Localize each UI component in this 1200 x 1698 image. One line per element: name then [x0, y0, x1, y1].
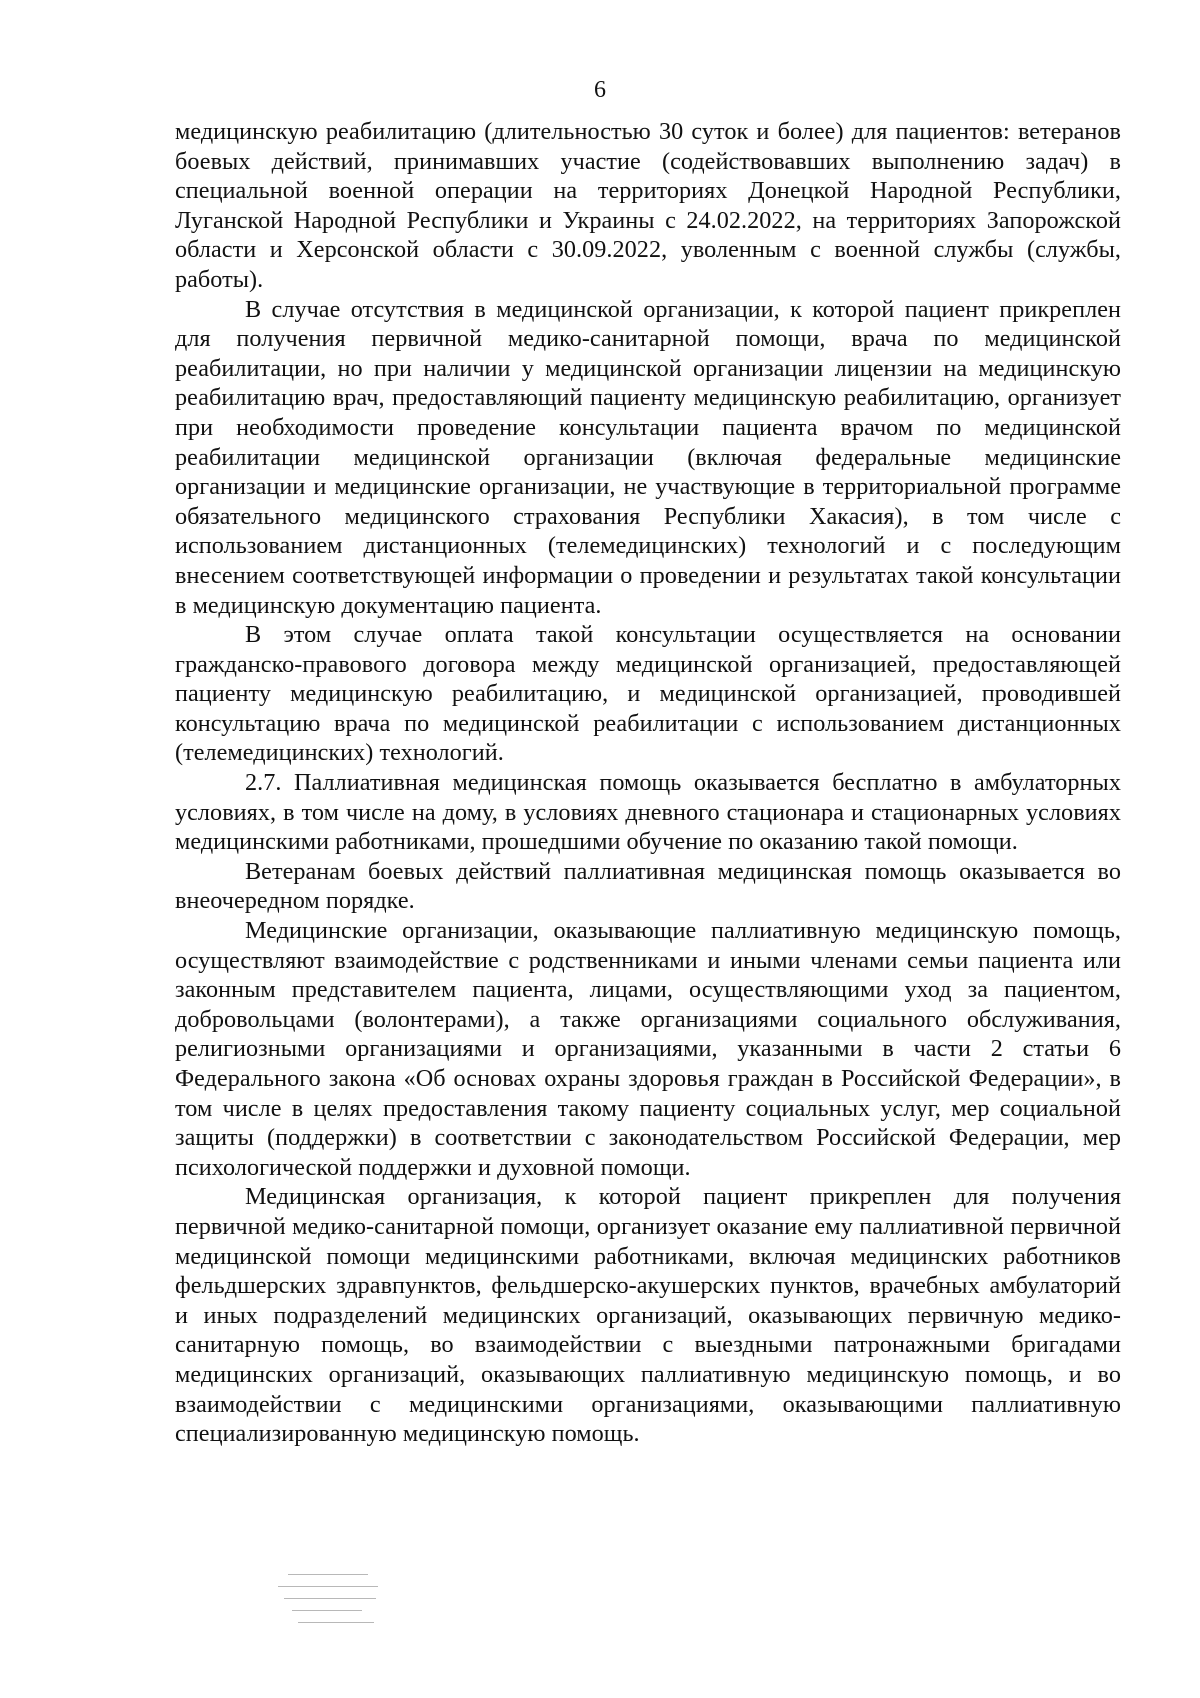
faint-stamp-mark: [278, 1568, 393, 1628]
paragraph-3: В этом случае оплата такой консультации осуществляется на основании гражданско-правового договора между медицинской организацией, предоставляющей пациенту медицинскую реабилитацию, и медицинской организацией, проводившей консультацию врача по медицинской реабилитации с использованием дистанционных (телемедицинских) технологий.: [175, 621, 1121, 767]
paragraph-1: медицинскую реабилитацию (длительностью 30 суток и более) для пациентов: ветеранов боевых действий, принимавших участие (содействовавших выполнению задач) в специальной военной операции на территориях Донецкой Народной Республики, Луганской Народной Республики и Украины с 24.02.2022, на территориях Запорожской области и Херсонской области с 30.09.2022, уволенным с военной службы (службы, работы).: [175, 118, 1121, 293]
page-number: 6: [594, 77, 606, 103]
paragraph-5: Ветеранам боевых действий паллиативная медицинская помощь оказывается во внеочередном порядке.: [175, 857, 1121, 915]
paragraph-7: Медицинская организация, к которой пациент прикреплен для получения первичной медико-санитарной помощи, организует оказание ему паллиативной первичной медицинской помощи медицинскими работниками, включая медицинских работников фельдшерских здравпунктов, фельдшерско-акушерских пунктов, врачебных амбулаторий и иных подразделений медицинских организаций, оказывающих первичную медико-санитарную помощь, во взаимодействии с выездными патронажными бригадами медицинских организаций, оказывающих паллиативную медицинскую помощь, и во взаимодействии с медицинскими организациями, оказывающими паллиативную специализированную медицинскую помощь.: [175, 1183, 1121, 1448]
paragraph-6: Медицинские организации, оказывающие паллиативную медицинскую помощь, осуществляют взаимодействие с родственниками и иными членами семьи пациента или законным представителем пациента, лицами, осуществляющими уход за пациентом, добровольцами (волонтерами), а также организациями социального обслуживания, религиозными организациями и организациями, указанными в части 2 статьи 6 Федерального закона «Об основах охраны здоровья граждан в Российской Федерации», в том числе в целях предоставления такому пациенту социальных услуг, мер социальной защиты (поддержки) в соответствии с законодательством Российской Федерации, мер психологической поддержки и духовной помощи.: [175, 917, 1121, 1181]
paragraph-2: В случае отсутствия в медицинской организации, к которой пациент прикреплен для получения первичной медико-санитарной помощи, врача по медицинской реабилитации, но при наличии у медицинской организации лицензии на медицинскую реабилитацию врач, предоставляющий пациенту медицинскую реабилитацию, организует при необходимости проведение консультации пациента врачом по медицинской реабилитации медицинской организации (включая федеральные медицинские организации и медицинские организации, не участвующие в территориальной программе обязательного медицинского страхования Республики Хакасия), в том числе с использованием дистанционных (телемедицинских) технологий и с последующим внесением соответствующей информации о проведении и результатах такой консультации в медицинскую документацию пациента.: [175, 295, 1121, 619]
document-body: [175, 117, 1121, 1449]
paragraph-section-2-7: 2.7. Паллиативная медицинская помощь оказывается бесплатно в амбулаторных условиях, в том числе на дому, в условиях дневного стационара и стационарных условиях медицинскими работниками, прошедшими обучение по оказанию такой помощи.: [175, 769, 1121, 856]
